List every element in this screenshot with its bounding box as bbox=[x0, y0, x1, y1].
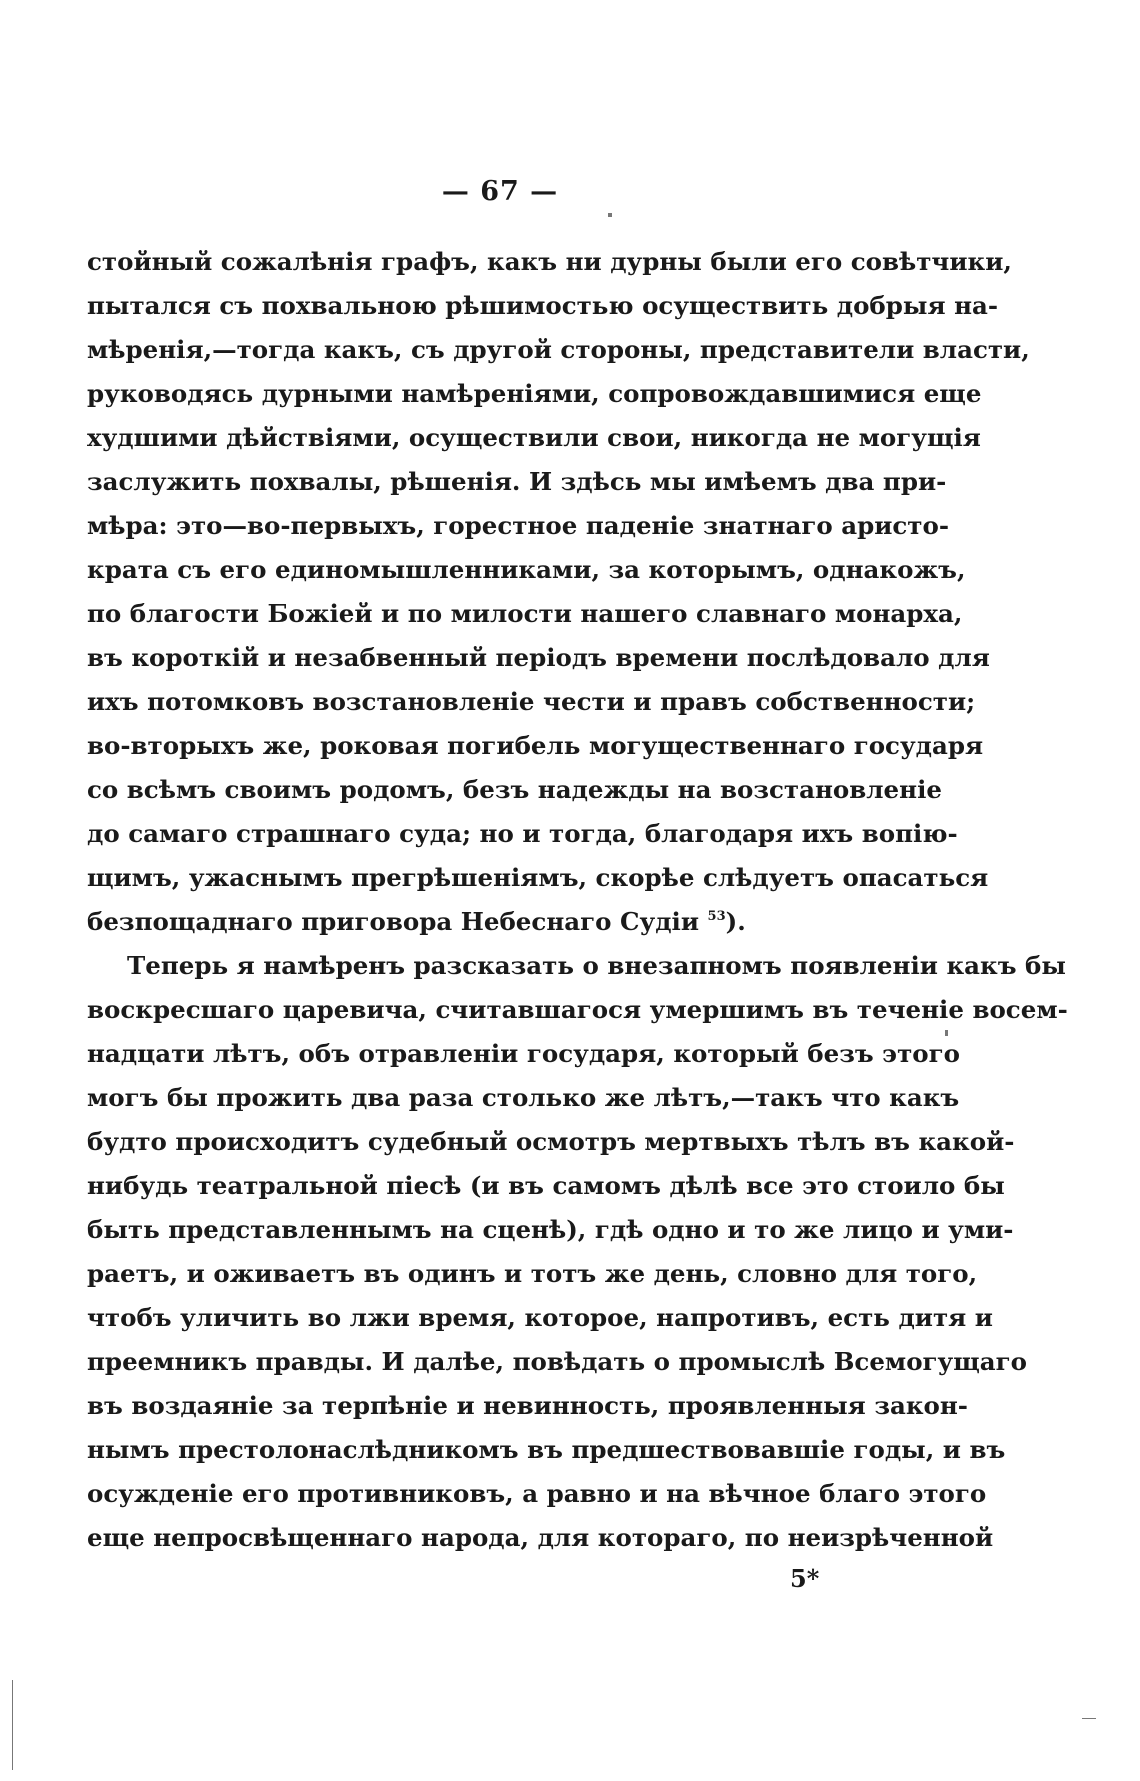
text-line-final bbox=[87, 900, 882, 944]
text-line: худшими дѣйствіями, осуществили свои, никогда не могущія bbox=[87, 423, 981, 452]
text-line: осужденіе его противниковъ, а равно и на вѣчное благо этого bbox=[87, 1479, 987, 1508]
text-line: воскресшаго царевича, считавшагося умершимъ въ теченіе восем- bbox=[87, 995, 1068, 1024]
text-line: въ короткій и незабвенный періодъ времени послѣдовало для bbox=[87, 643, 990, 672]
text-line: пытался съ похвальною рѣшимостью осуществить добрыя на- bbox=[87, 291, 999, 320]
text-line: быть представленнымъ на сценѣ), гдѣ одно и то же лицо и уми- bbox=[87, 1215, 1014, 1244]
text-line: нымъ престолонаслѣдникомъ въ предшествовавшіе годы, и въ bbox=[87, 1435, 1006, 1464]
text-line-indented: Теперь я намѣренъ разсказать о внезапномъ появленіи какъ бы bbox=[127, 951, 1066, 980]
body-text bbox=[87, 240, 1068, 1560]
text-line: заслужить похвалы, рѣшенія. И здѣсь мы имѣемъ два при- bbox=[87, 467, 947, 496]
text-line: еще непросвѣщеннаго народа, для котораго, по неизрѣченной bbox=[87, 1523, 994, 1552]
text-line: будто происходитъ судебный осмотръ мертвыхъ тѣлъ въ какой- bbox=[87, 1127, 1015, 1156]
text-line: раетъ, и оживаетъ въ одинъ и тотъ же день, словно для того, bbox=[87, 1259, 978, 1288]
text-line: крата съ его единомышленниками, за которымъ, однакожъ, bbox=[87, 555, 966, 584]
footnote-reference: 53 bbox=[707, 909, 726, 924]
text-line: ихъ потомковъ возстановленіе чести и правъ собственности; bbox=[87, 687, 976, 716]
text-line: нибудь театральной піесѣ (и въ самомъ дѣлѣ все это стоило бы bbox=[87, 1171, 1005, 1200]
page-number: — 67 — bbox=[441, 176, 559, 207]
text-line: мѣренія,—тогда какъ, съ другой стороны, представители власти, bbox=[87, 335, 1030, 364]
text-line-final-tail: ). bbox=[725, 907, 746, 936]
text-line: стойный сожалѣнія графъ, какъ ни дурны были его совѣтчики, bbox=[87, 247, 1012, 276]
text-line: надцати лѣтъ, объ отравленіи государя, который безъ этого bbox=[87, 1039, 960, 1068]
text-line-final-body: безпощаднаго приговора Небеснаго Судіи bbox=[87, 907, 699, 936]
text-line: въ воздаяніе за терпѣніе и невинность, проявленныя закон- bbox=[87, 1391, 968, 1420]
text-line: со всѣмъ своимъ родомъ, безъ надежды на возстановленіе bbox=[87, 775, 942, 804]
paragraph-2 bbox=[87, 944, 1068, 1560]
scan-speck bbox=[1082, 1718, 1096, 1719]
scan-speck bbox=[945, 1030, 948, 1036]
text-line: по благости Божіей и по милости нашего славнаго монарха, bbox=[87, 599, 963, 628]
text-line: руководясь дурными намѣреніями, сопровождавшимися еще bbox=[87, 379, 982, 408]
text-line: во-вторыхъ же, роковая погибель могущественнаго государя bbox=[87, 731, 984, 760]
scan-speck bbox=[608, 213, 612, 217]
scan-margin-line bbox=[12, 1680, 13, 1770]
text-line: до самаго страшнаго суда; но и тогда, благодаря ихъ вопію- bbox=[87, 819, 958, 848]
text-line: преемникъ правды. И далѣе, повѣдать о промыслѣ Всемогущаго bbox=[87, 1347, 1027, 1376]
paragraph-1 bbox=[87, 240, 1030, 944]
text-line: мѣра: это—во-первыхъ, горестное паденіе знатнаго аристо- bbox=[87, 511, 949, 540]
text-line: чтобъ уличить во лжи время, которое, напротивъ, есть дитя и bbox=[87, 1303, 993, 1332]
signature-mark: 5* bbox=[790, 1564, 820, 1593]
text-line: могъ бы прожить два раза столько же лѣтъ,—такъ что какъ bbox=[87, 1083, 960, 1112]
text-line: щимъ, ужаснымъ прегрѣшеніямъ, скорѣе слѣдуетъ опасаться bbox=[87, 863, 989, 892]
